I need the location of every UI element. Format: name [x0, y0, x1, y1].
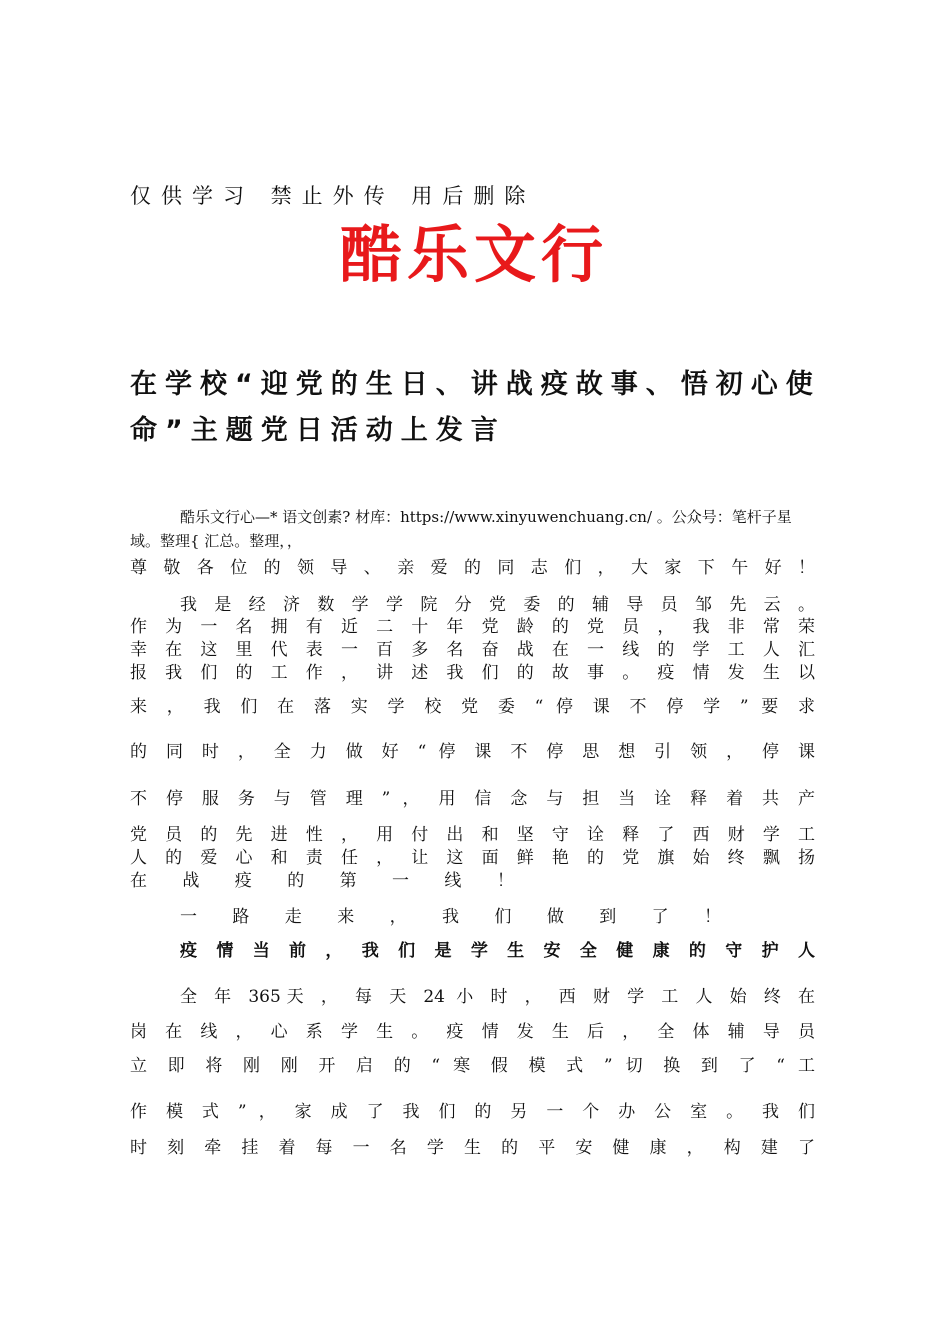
body-line: 我 是 经 济 数 学 学 院 分 党 委 的 辅 导 员 邹 先 云 。	[180, 595, 815, 615]
body-line: 一 路 走 来 ， 我 们 做 到 了 ！	[180, 907, 737, 927]
body-line: 来 ， 我 们 在 落 实 学 校 党 委 “ 停 课 不 停 学 ” 要 求	[130, 697, 815, 717]
body-line: 时 刻 牵 挂 着 每 一 名 学 生 的 平 安 健 康 ， 构 建 了	[130, 1138, 815, 1158]
body-line: 作 模 式 ” ， 家 成 了 我 们 的 另 一 个 办 公 室 。 我 们	[130, 1102, 815, 1122]
source-note-line-2: 域。整理{ 汇总。整理，，	[130, 532, 302, 550]
body-line: 作 为 一 名 拥 有 近 二 十 年 党 龄 的 党 员 ， 我 非 常 荣	[130, 617, 815, 637]
document-title-line-1: 在学校“迎党的生日、讲战疫故事、悟初心使	[130, 369, 821, 400]
body-line: 立 即 将 刚 刚 开 启 的 “ 寒 假 模 式 ” 切 换 到 了 “ 工	[130, 1056, 815, 1076]
body-line: 党 员 的 先 进 性 ， 用 付 出 和 坚 守 诠 释 了 西 财 学 工	[130, 825, 815, 845]
source-note-line-1: 酷乐文行心—* 语文创素? 材库：https://www.xinyuwenchuang.cn/ 。公众号：笔杆子星	[180, 508, 792, 526]
body-line: 的 同 时 ， 全 力 做 好 “ 停 课 不 停 思 想 引 领 ， 停 课	[130, 742, 815, 762]
section-heading: 疫 情 当 前 ， 我 们 是 学 生 安 全 健 康 的 守 护 人	[180, 941, 815, 961]
body-line: 在 战 疫 的 第 一 线 ！	[130, 871, 529, 891]
document-title-line-2: 命”主题党日活动上发言	[130, 415, 506, 446]
body-line: 尊 敬 各 位 的 领 导 、 亲 爱 的 同 志 们 ， 大 家 下 午 好 ！	[130, 558, 815, 578]
body-line: 不 停 服 务 与 管 理 ” ， 用 信 念 与 担 当 诠 释 着 共 产	[130, 789, 815, 809]
brand-logo-text: 酷乐文行	[340, 218, 609, 291]
body-line: 报 我 们 的 工 作 ， 讲 述 我 们 的 故 事 。 疫 情 发 生 以	[130, 663, 815, 683]
usage-notice: 仅供学习 禁止外传 用后删除	[130, 184, 536, 208]
body-line: 全 年 365天 ， 每 天 24 小 时 ， 西 财 学 工 人 始 终 在	[180, 987, 815, 1007]
body-line: 岗 在 线 ， 心 系 学 生 。 疫 情 发 生 后 ， 全 体 辅 导 员	[130, 1022, 815, 1042]
body-line: 幸 在 这 里 代 表 一 百 多 名 奋 战 在 一 线 的 学 工 人 汇	[130, 640, 815, 660]
body-line: 人 的 爱 心 和 责 任 ， 让 这 面 鲜 艳 的 党 旗 始 终 飘 扬	[130, 848, 815, 868]
